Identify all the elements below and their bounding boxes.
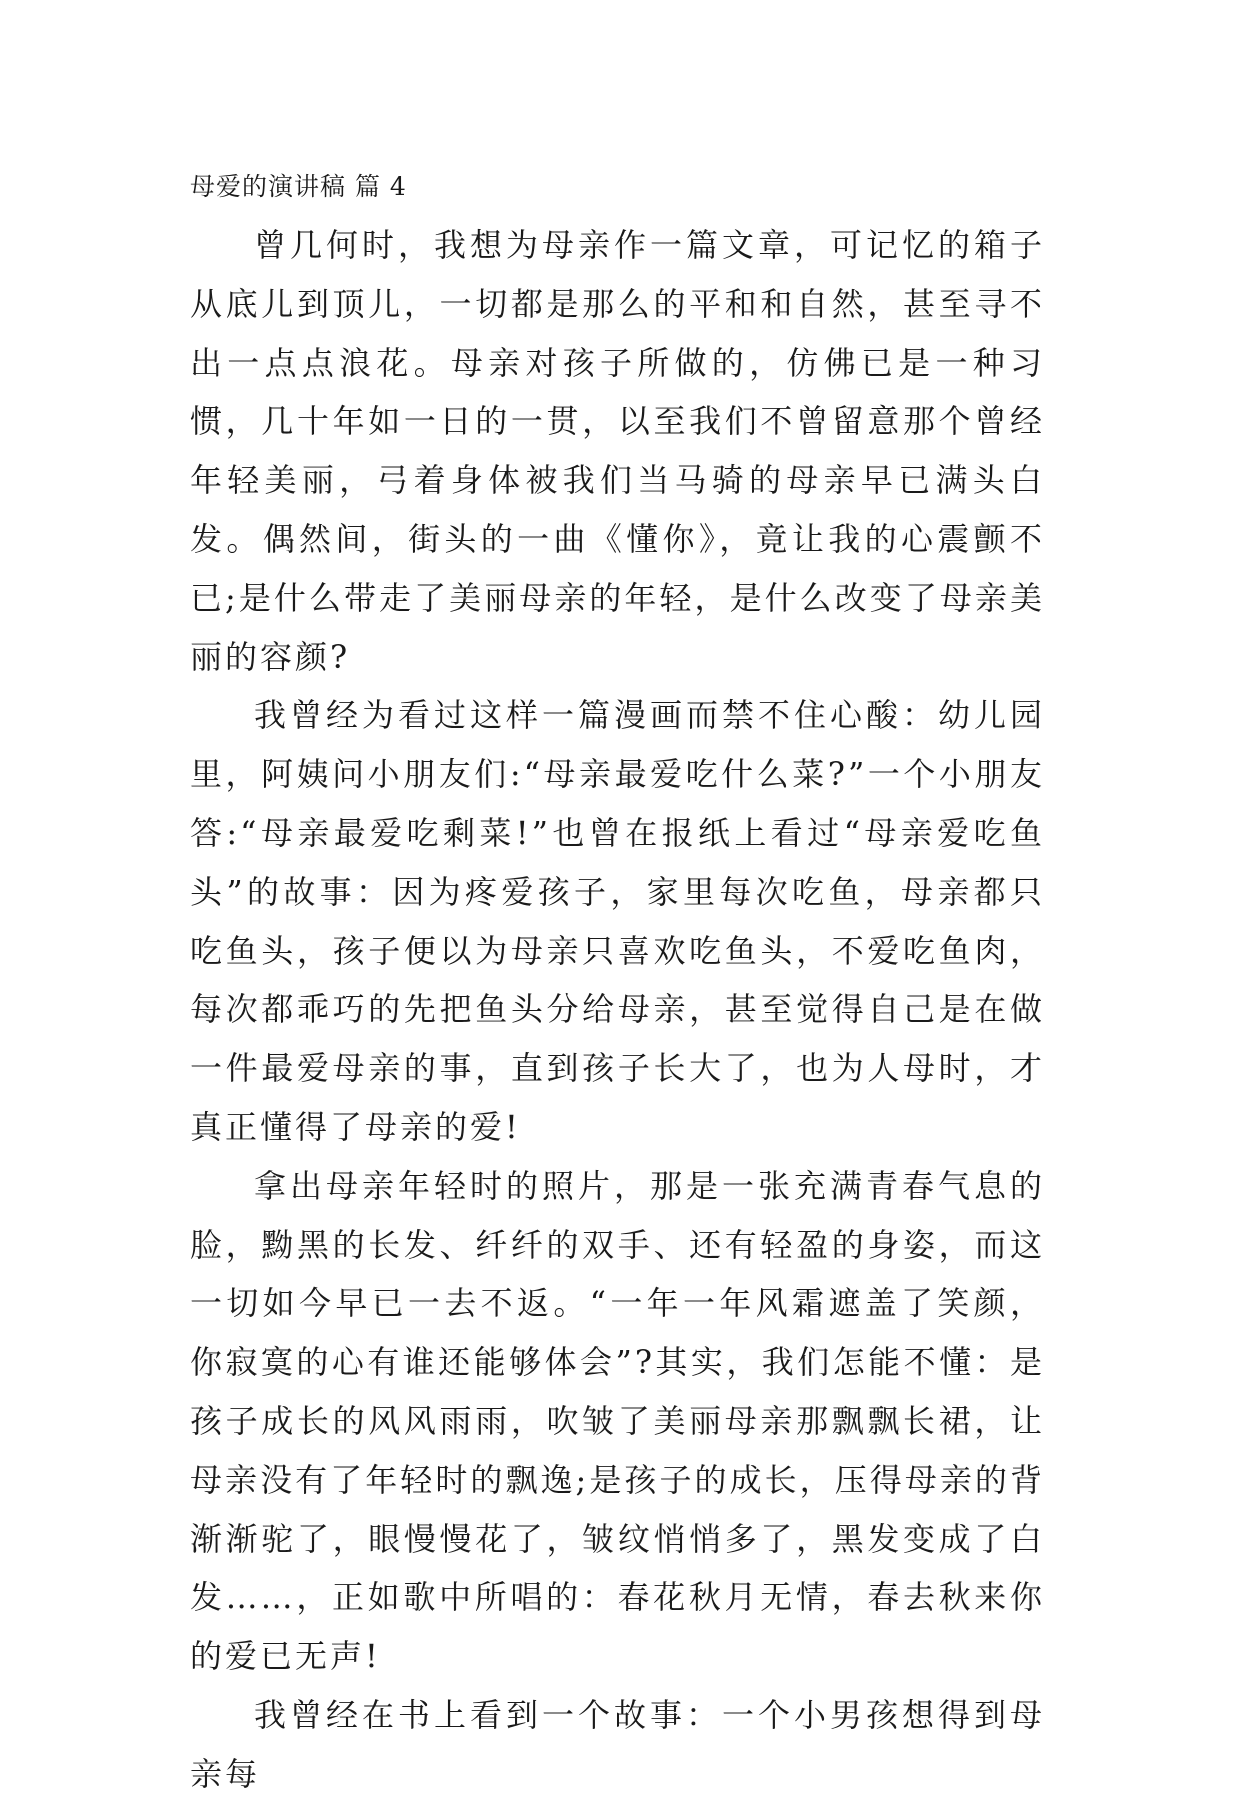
paragraph-3: 拿出母亲年轻时的照片，那是一张充满青春气息的脸，黝黑的长发、纤纤的双手、还有轻盈的身姿，而这一切如今早已一去不返。“一年一年风霜遮盖了笑颜，你寂寞的心有谁还能够体会”?其实，我们怎能不懂：是孩子成长的风风雨雨，吹皱了美丽母亲那飘飘长裙，让母亲没有了年轻时的飘逸;是孩子的成长，压得母亲的背渐渐驼了，眼慢慢花了，皱纹悄悄多了，黑发变成了白发……，正如歌中所唱的：春花秋月无情，春去秋来你的爱已无声! bbox=[190, 1166, 1045, 1676]
document-title: 母爱的演讲稿 篇 4 bbox=[190, 172, 407, 201]
paragraph-4: 我曾经在书上看到一个故事：一个小男孩想得到母亲每 bbox=[190, 1695, 1045, 1793]
paragraph-1: 曾几何时，我想为母亲作一篇文章，可记忆的箱子从底儿到顶儿，一切都是那么的平和和自然，甚至寻不出一点点浪花。母亲对孩子所做的，仿佛已是一种习惯，几十年如一日的一贯，以至我们不曾留意那个曾经年轻美丽，弓着身体被我们当马骑的母亲早已满头白发。偶然间，街头的一曲《懂你》，竟让我的心震颤不已;是什么带走了美丽母亲的年轻，是什么改变了母亲美丽的容颜? bbox=[190, 226, 1045, 676]
paragraph-2: 我曾经为看过这样一篇漫画而禁不住心酸：幼儿园里，阿姨问小朋友们:“母亲最爱吃什么菜?”一个小朋友答:“母亲最爱吃剩菜!”也曾在报纸上看过“母亲爱吃鱼头”的故事：因为疼爱孩子，家里每次吃鱼，母亲都只吃鱼头，孩子便以为母亲只喜欢吃鱼头，不爱吃鱼肉，每次都乖巧的先把鱼头分给母亲，甚至觉得自己是在做一件最爱母亲的事，直到孩子长大了，也为人母时，才真正懂得了母亲的爱! bbox=[190, 696, 1045, 1146]
document-body bbox=[190, 158, 1045, 1804]
